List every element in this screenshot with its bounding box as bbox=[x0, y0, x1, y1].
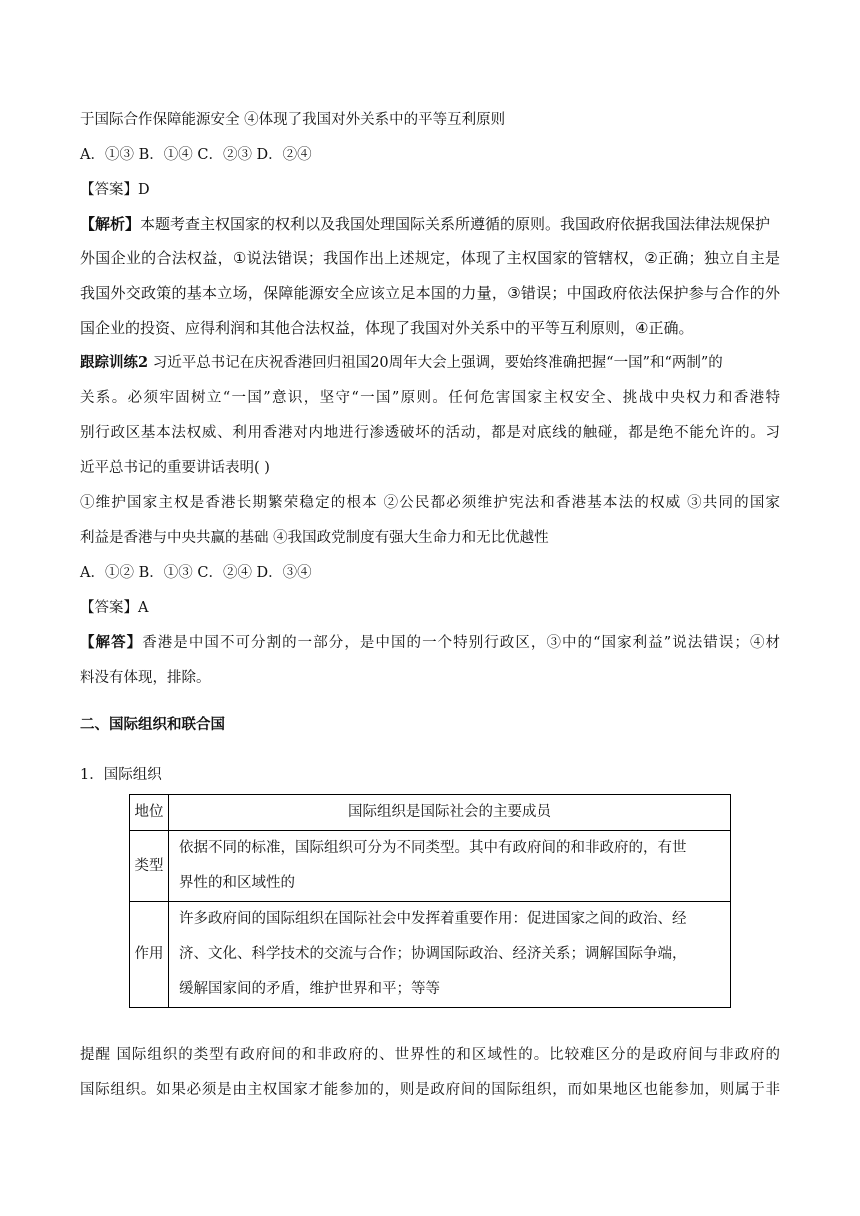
table-cell-line: 缓解国家间的矛盾，维护世界和平；等等 bbox=[179, 981, 440, 997]
analysis-line-2: 外国企业的合法权益，①说法错误；我国作出上述规定，体现了主权国家的管辖权，②正确；独立自主是 bbox=[80, 249, 780, 267]
table-cell-line: 依据不同的标准，国际组织可分为不同类型。其中有政府间的和非政府的，有世 bbox=[179, 840, 687, 856]
training2-explain-line-1: 【解答】香港是中国不可分割的一部分，是中国的一个特别行政区，③中的“国家利益”说法错误；④材 bbox=[80, 634, 781, 651]
training2-option-line-2: 利益是香港与中央共赢的基础 ④我国政党制度有强大生命力和无比优越性 bbox=[80, 530, 549, 546]
analysis-line-3: 我国外交政策的基本立场，保障能源安全应该立足本国的力量，③错误；中国政府依法保护参与合作的外 bbox=[80, 284, 780, 302]
analysis-label: 【解析】 bbox=[80, 215, 141, 233]
explain-label: 【解答】 bbox=[80, 634, 143, 651]
table-cell-role bbox=[169, 902, 731, 1008]
training2-stem-line-3: 别行政区基本法权威、利用香港对内地进行渗透破坏的活动，都是对底线的触碰，都是绝不能允许的。习 bbox=[80, 425, 780, 441]
table-row bbox=[130, 902, 731, 1008]
training2-label: 跟踪训练2 bbox=[80, 354, 149, 371]
table-head-type: 类型 bbox=[130, 831, 169, 902]
intl-org-table bbox=[129, 794, 731, 1008]
prev-question-tail: 于国际合作保障能源安全 ④体现了我国对外关系中的平等互利原则 bbox=[80, 112, 506, 128]
section-title: 二、国际组织和联合国 bbox=[80, 716, 225, 733]
training2-answer: 【答案】A bbox=[80, 600, 149, 616]
training2-choices: A．①② B．①③ C．②④ D．③④ bbox=[80, 565, 312, 581]
tip-line-2: 国际组织。如果必须是由主权国家才能参加的，则是政府间的国际组织，而如果地区也能参加，则属于非 bbox=[80, 1082, 780, 1098]
prev-question-answer: 【答案】D bbox=[80, 182, 150, 198]
table-row bbox=[130, 831, 731, 902]
table-cell-line: 界性的和区域性的 bbox=[179, 875, 295, 891]
subsection-title: 1．国际组织 bbox=[80, 767, 162, 783]
training2-stem-line-1: 跟踪训练2 习近平总书记在庆祝香港回归祖国20周年大会上强调，要始终准确把握“一国”和“两制”的 bbox=[80, 354, 723, 371]
training2-stem-line-2: 关系。必须牢固树立“一国”意识，坚守“一国”原则。任何危害国家主权安全、挑战中央权力和香港特 bbox=[80, 390, 780, 406]
table-cell-line: 济、文化、科学技术的交流与合作；协调国际政治、经济关系；调解国际争端， bbox=[179, 946, 687, 962]
prev-question-choices: A．①③ B．①④ C．②③ D．②④ bbox=[80, 147, 312, 163]
table-head-role: 作用 bbox=[130, 902, 169, 1008]
analysis-line-1: 【解析】本题考查主权国家的权利以及我国处理国际关系所遵循的原则。我国政府依据我国法律法规保护 bbox=[80, 215, 771, 233]
training2-explain-line-2: 料没有体现，排除。 bbox=[80, 670, 211, 686]
table-cell-status: 国际组织是国际社会的主要成员 bbox=[169, 795, 731, 831]
training2-option-line-1: ①维护国家主权是香港长期繁荣稳定的根本 ②公民都必须维护宪法和香港基本法的权威 ③共同的国家 bbox=[80, 495, 780, 511]
table-cell-type bbox=[169, 831, 731, 902]
table-cell-line: 许多政府间的国际组织在国际社会中发挥着重要作用：促进国家之间的政治、经 bbox=[179, 911, 687, 927]
table-row bbox=[130, 795, 731, 831]
training2-stem-line-4: 近平总书记的重要讲话表明( ) bbox=[80, 460, 270, 476]
table-head-status: 地位 bbox=[130, 795, 169, 831]
analysis-line-4: 国企业的投资、应得利润和其他合法权益，体现了我国对外关系中的平等互利原则，④正确。 bbox=[80, 319, 694, 337]
tip-line-1: 提醒 国际组织的类型有政府间的和非政府的、世界性的和区域性的。比较难区分的是政府间与非政府的 bbox=[80, 1047, 780, 1063]
